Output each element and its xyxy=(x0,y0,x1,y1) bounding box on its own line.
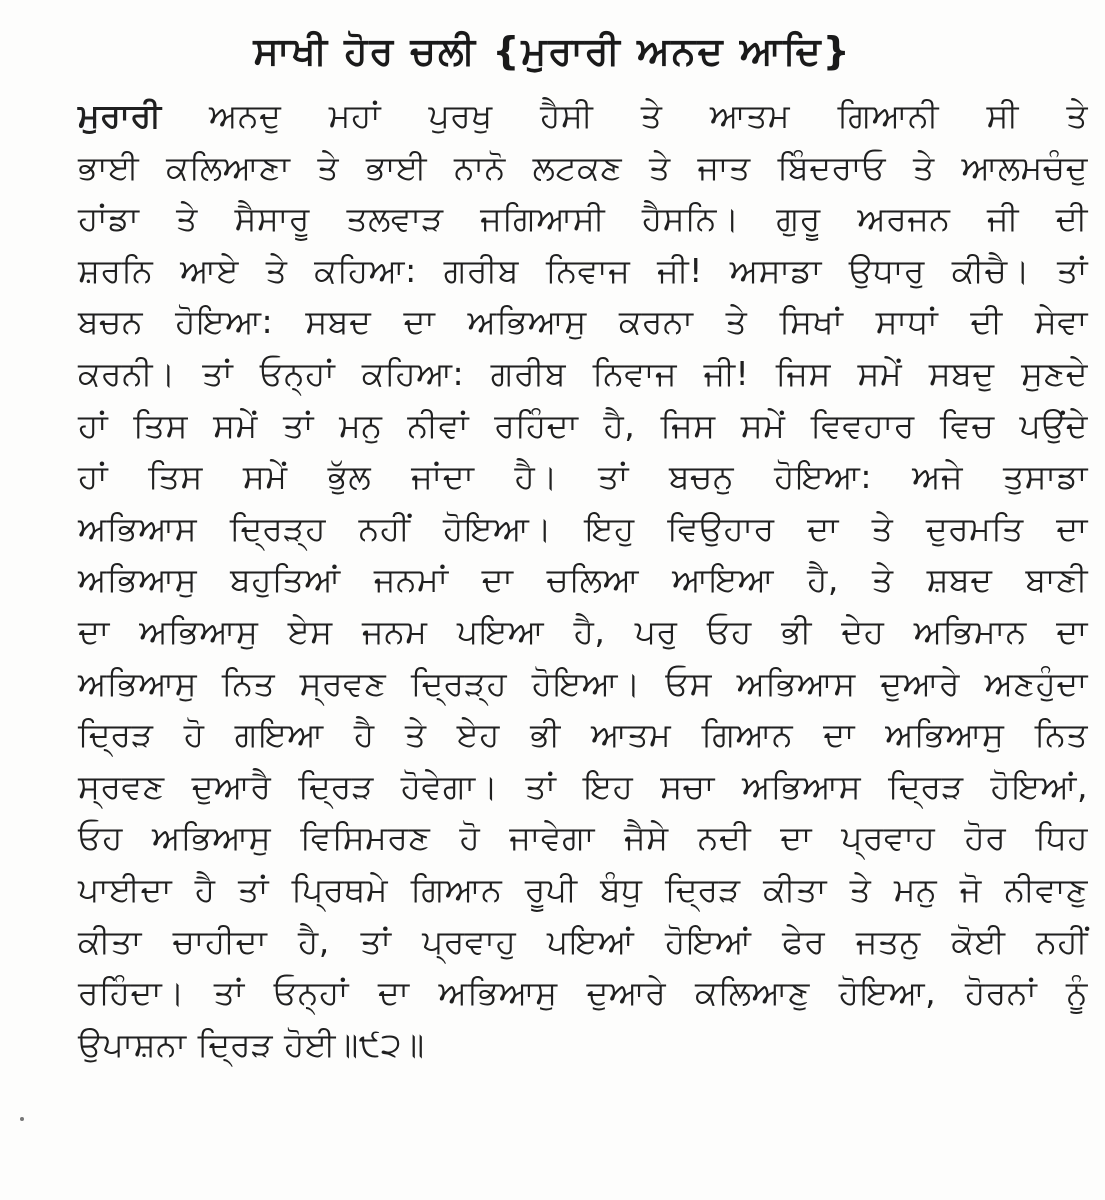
text-line-4: ਸ਼ਰਨਿ ਆਏ ਤੇ ਕਹਿਆ: ਗਰੀਬ ਨਿਵਾਜ ਜੀ! ਅਸਾਡਾ ਉਧਾਰੁ ਕੀਚੈ। ਤਾਂ xyxy=(78,250,1088,290)
text-line-12: ਅਭਿਆਸੁ ਨਿਤ ਸ੍ਰਵਣ ਦ੍ਰਿੜ੍ਹ ਹੋਇਆ। ਓਸ ਅਭਿਆਸ ਦੁਆਰੇ ਅਣਹੁੰਦਾ xyxy=(78,663,1088,703)
text-line-17: ਕੀਤਾ ਚਾਹੀਦਾ ਹੈ, ਤਾਂ ਪ੍ਰਵਾਹੁ ਪਇਆਂ ਹੋਇਆਂ ਫੇਰ ਜਤਨੁ ਕੋਈ ਨਹੀਂ xyxy=(78,921,1088,961)
text-line-3: ਹਾਂਡਾ ਤੇ ਸੈਸਾਰੂ ਤਲਵਾੜ ਜਗਿਆਸੀ ਹੈਸਨਿ। ਗੁਰੂ ਅਰਜਨ ਜੀ ਦੀ xyxy=(78,199,1088,239)
body-paragraph xyxy=(78,90,1088,1070)
text-line-16: ਪਾਈਦਾ ਹੈ ਤਾਂ ਪ੍ਰਿਥਮੇ ਗਿਆਨ ਰੂਪੀ ਬੰਧੁ ਦ੍ਰਿੜ ਕੀਤਾ ਤੇ ਮਨੁ ਜੋ ਨੀਵਾਣੁ xyxy=(78,869,1088,909)
text-line-18: ਰਹਿੰਦਾ। ਤਾਂ ਓਨ੍ਹਾਂ ਦਾ ਅਭਿਆਸੁ ਦੁਆਰੇ ਕਲਿਆਣੁ ਹੋਇਆ, ਹੋਰਨਾਂ ਨੂੰ xyxy=(78,973,1088,1013)
text-line-8: ਹਾਂ ਤਿਸ ਸਮੇਂ ਭੁੱਲ ਜਾਂਦਾ ਹੈ। ਤਾਂ ਬਚਨੁ ਹੋਇਆ: ਅਜੇ ਤੁਸਾਡਾ xyxy=(78,457,1088,497)
text-line-2: ਭਾਈ ਕਲਿਆਣਾ ਤੇ ਭਾਈ ਨਾਨੋ ਲਟਕਣ ਤੇ ਜਾਤ ਬਿੰਦਰਾਓ ਤੇ ਆਲਮਚੰਦੁ xyxy=(78,147,1088,187)
text-line-9: ਅਭਿਆਸ ਦ੍ਰਿੜ੍ਹ ਨਹੀਂ ਹੋਇਆ। ਇਹੁ ਵਿਉਹਾਰ ਦਾ ਤੇ ਦੁਰਮਤਿ ਦਾ xyxy=(78,508,1088,548)
lead-word: ਮੁਰਾਰੀ xyxy=(78,96,162,135)
text-line-11: ਦਾ ਅਭਿਆਸੁ ਏਸ ਜਨਮ ਪਇਆ ਹੈ, ਪਰੁ ਓਹ ਭੀ ਦੇਹ ਅਭਿਮਾਨ ਦਾ xyxy=(78,611,1088,651)
text-line-1 xyxy=(78,90,1088,142)
text-line-19: ਉਪਾਸ਼ਨਾ ਦ੍ਰਿੜ ਹੋਈ॥੯੨॥ xyxy=(78,1024,425,1064)
text-line-7: ਹਾਂ ਤਿਸ ਸਮੇਂ ਤਾਂ ਮਨੁ ਨੀਵਾਂ ਰਹਿੰਦਾ ਹੈ, ਜਿਸ ਸਮੇਂ ਵਿਵਹਾਰ ਵਿਚ ਪਉਂਦੇ xyxy=(78,405,1088,445)
text-line-6: ਕਰਨੀ। ਤਾਂ ਓਨ੍ਹਾਂ ਕਹਿਆ: ਗਰੀਬ ਨਿਵਾਜ ਜੀ! ਜਿਸ ਸਮੇਂ ਸਬਦੁ ਸੁਣਦੇ xyxy=(78,353,1088,393)
text-line-14: ਸ੍ਰਵਣ ਦੁਆਰੈ ਦ੍ਰਿੜ ਹੋਵੇਗਾ। ਤਾਂ ਇਹ ਸਚਾ ਅਭਿਆਸ ਦ੍ਰਿੜ ਹੋਇਆਂ, xyxy=(78,766,1088,806)
margin-dot xyxy=(20,1117,24,1121)
text-line-10: ਅਭਿਆਸੁ ਬਹੁਤਿਆਂ ਜਨਮਾਂ ਦਾ ਚਲਿਆ ਆਇਆ ਹੈ, ਤੇ ਸ਼ਬਦ ਬਾਣੀ xyxy=(78,560,1088,600)
text-line-1-rest: ਅਨਦੁ ਮਹਾਂ ਪੁਰਖੁ ਹੈਸੀ ਤੇ ਆਤਮ ਗਿਆਨੀ ਸੀ ਤੇ xyxy=(161,96,1088,135)
text-line-13: ਦ੍ਰਿੜ ਹੋ ਗਇਆ ਹੈ ਤੇ ਏਹ ਭੀ ਆਤਮ ਗਿਆਨ ਦਾ ਅਭਿਆਸੁ ਨਿਤ xyxy=(78,715,1088,755)
page-title: ਸਾਖੀ ਹੋਰ ਚਲੀ {ਮੁਰਾਰੀ ਅਨਦ ਆਦਿ} xyxy=(253,29,852,73)
text-line-5: ਬਚਨ ਹੋਇਆ: ਸਬਦ ਦਾ ਅਭਿਆਸੁ ਕਰਨਾ ਤੇ ਸਿਖਾਂ ਸਾਧਾਂ ਦੀ ਸੇਵਾ xyxy=(78,302,1088,342)
text-line-15: ਓਹ ਅਭਿਆਸੁ ਵਿਸਿਮਰਣ ਹੋ ਜਾਵੇਗਾ ਜੈਸੇ ਨਦੀ ਦਾ ਪ੍ਰਵਾਹ ਹੋਰ ਧਿਹ xyxy=(78,818,1088,858)
